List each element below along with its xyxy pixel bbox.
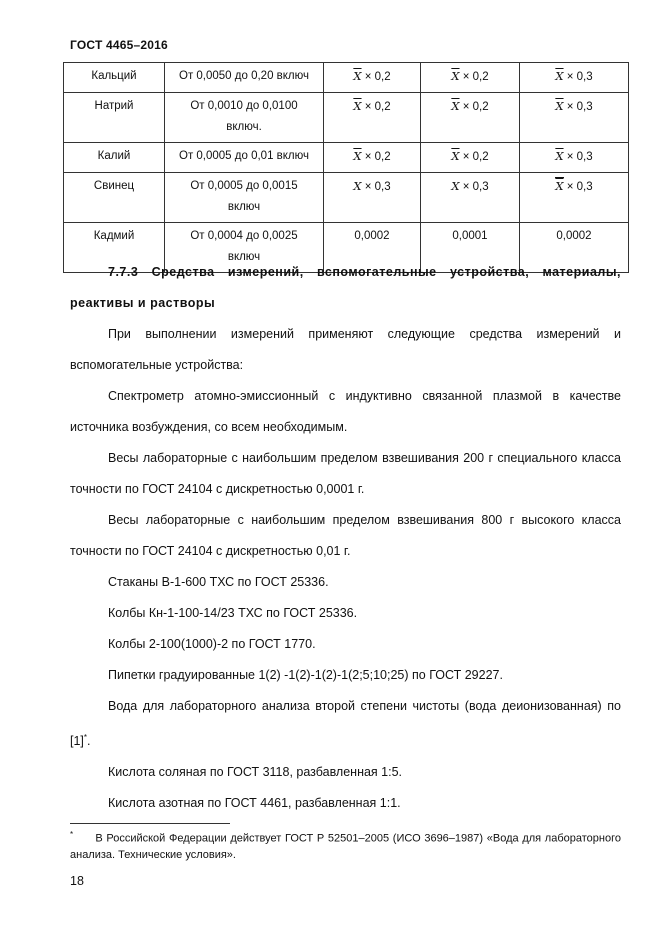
- mean-symbol: $\overline{X}$: [451, 99, 460, 113]
- element-cell: Кадмий: [64, 223, 165, 273]
- mean-symbol: $\overline{X}$: [555, 99, 564, 113]
- value-cell: [324, 63, 421, 93]
- mean-symbol: $\overline{X}$: [555, 149, 564, 163]
- value-text: 0,0002: [556, 230, 592, 242]
- paragraph: Кислота азотная по ГОСТ 4461, разбавленная 1:1.: [108, 796, 401, 811]
- paragraph: Колбы 2-100(1000)-2 по ГОСТ 1770.: [108, 637, 316, 651]
- water-footnote-mark: *: [83, 733, 88, 742]
- element-cell: Калий: [64, 143, 165, 173]
- paragraph: Весы лабораторные с наибольшим пределом взвешивания 200 г специального класса точности по ГОСТ 24104 с дискретностью 0,0001 г.: [70, 451, 621, 496]
- section-paragraphs: [70, 319, 621, 691]
- table-row: [64, 63, 629, 93]
- paragraph: Весы лабораторные с наибольшим пределом взвешивания 800 г высокого класса точности по ГОСТ 24104 с дискретностью 0,01 г.: [70, 513, 621, 558]
- range-line: От 0,0004 до 0,0025: [190, 230, 298, 242]
- page-number: 18: [70, 874, 84, 888]
- value-cell: [421, 173, 520, 223]
- value-cell: [520, 173, 629, 223]
- value-text: 0,0001: [452, 230, 488, 242]
- value-text: × 0,2: [462, 151, 489, 163]
- water-end: .: [87, 734, 91, 749]
- mean-symbol: $\overline{X}$: [451, 149, 460, 163]
- value-text: × 0,3: [566, 181, 593, 193]
- table-row: [64, 93, 629, 143]
- value-text: × 0,3: [566, 151, 593, 163]
- footnote-text: В Российской Федерации действует ГОСТ Р 52501–2005 (ИСО 3696–1987) «Вода для лабораторного анализа. Технические условия».: [70, 832, 621, 861]
- value-cell: [421, 143, 520, 173]
- footnote-mark: *: [70, 830, 74, 839]
- document-header: ГОСТ 4465–2016: [70, 38, 168, 52]
- mean-symbol: $\overline{X}$: [555, 179, 564, 193]
- value-text: × 0,3: [566, 71, 593, 83]
- range-line: От 0,0005 до 0,01 включ: [179, 150, 309, 162]
- element-cell: Натрий: [64, 93, 165, 143]
- value-text: × 0,3: [462, 181, 489, 193]
- mean-symbol: X: [353, 179, 362, 193]
- table-row: [64, 143, 629, 173]
- value-text: 0,0002: [354, 230, 390, 242]
- value-cell: [421, 93, 520, 143]
- range-cell: [165, 143, 324, 173]
- value-cell: [520, 93, 629, 143]
- value-text: × 0,2: [364, 151, 391, 163]
- limits-table: [63, 62, 629, 273]
- range-line: От 0,0010 до 0,0100: [190, 100, 298, 112]
- footnote-rule: [70, 823, 230, 824]
- paragraph: Стаканы В-1-600 ТХС по ГОСТ 25336.: [108, 575, 329, 589]
- paragraph: Спектрометр атомно-эмиссионный с индуктивно связанной плазмой в качестве источника возбуждения, со всем необходимым.: [70, 389, 621, 434]
- water-paragraph: [70, 691, 621, 757]
- paragraph: Пипетки градуированные 1(2) -1(2)-1(2)-1(2;5;10;25) по ГОСТ 29227.: [108, 668, 503, 682]
- value-text: × 0,3: [566, 101, 593, 113]
- paragraph: Кислота соляная по ГОСТ 3118, разбавленная 1:5.: [108, 765, 403, 780]
- value-text: × 0,2: [364, 71, 391, 83]
- value-text: × 0,2: [364, 101, 391, 113]
- range-line: включ: [227, 201, 261, 213]
- mean-symbol: $\overline{X}$: [451, 69, 460, 83]
- water-text: Вода для лабораторного анализа второй степени чистоты (вода деионизованная) по [1]: [70, 699, 621, 749]
- value-cell: [520, 63, 629, 93]
- value-cell: [324, 173, 421, 223]
- range-cell: [165, 93, 324, 143]
- table-row: [64, 173, 629, 223]
- range-cell: [165, 63, 324, 93]
- value-cell: [520, 143, 629, 173]
- element-cell: Свинец: [64, 173, 165, 223]
- element-cell: Кальций: [64, 63, 165, 93]
- value-cell: [324, 93, 421, 143]
- value-cell: [421, 63, 520, 93]
- mean-symbol: $\overline{X}$: [353, 99, 362, 113]
- paragraph: При выполнении измерений применяют следующие средства измерений и вспомогательные устройства:: [70, 327, 621, 372]
- value-text: × 0,2: [462, 71, 489, 83]
- value-text: × 0,3: [364, 181, 391, 193]
- range-cell: [165, 173, 324, 223]
- section-heading: 7.7.3 Средства измерений, вспомогательные устройства, материалы, реактивы и растворы: [70, 265, 621, 310]
- limits-table-body: [64, 63, 629, 273]
- mean-symbol: $\overline{X}$: [555, 69, 564, 83]
- footnote: [70, 827, 621, 863]
- value-text: × 0,2: [462, 101, 489, 113]
- range-line: От 0,0050 до 0,20 включ: [179, 70, 309, 82]
- value-cell: [324, 143, 421, 173]
- mean-symbol: X: [451, 179, 460, 193]
- range-line: От 0,0005 до 0,0015: [190, 180, 298, 192]
- range-line: включ.: [226, 121, 262, 133]
- section-tail: [70, 757, 621, 819]
- range-line: включ: [227, 251, 261, 263]
- section-7-7-3: [70, 257, 621, 819]
- mean-symbol: $\overline{X}$: [353, 69, 362, 83]
- paragraph: Колбы Кн-1-100-14/23 ТХС по ГОСТ 25336.: [108, 606, 358, 620]
- mean-symbol: $\overline{X}$: [353, 149, 362, 163]
